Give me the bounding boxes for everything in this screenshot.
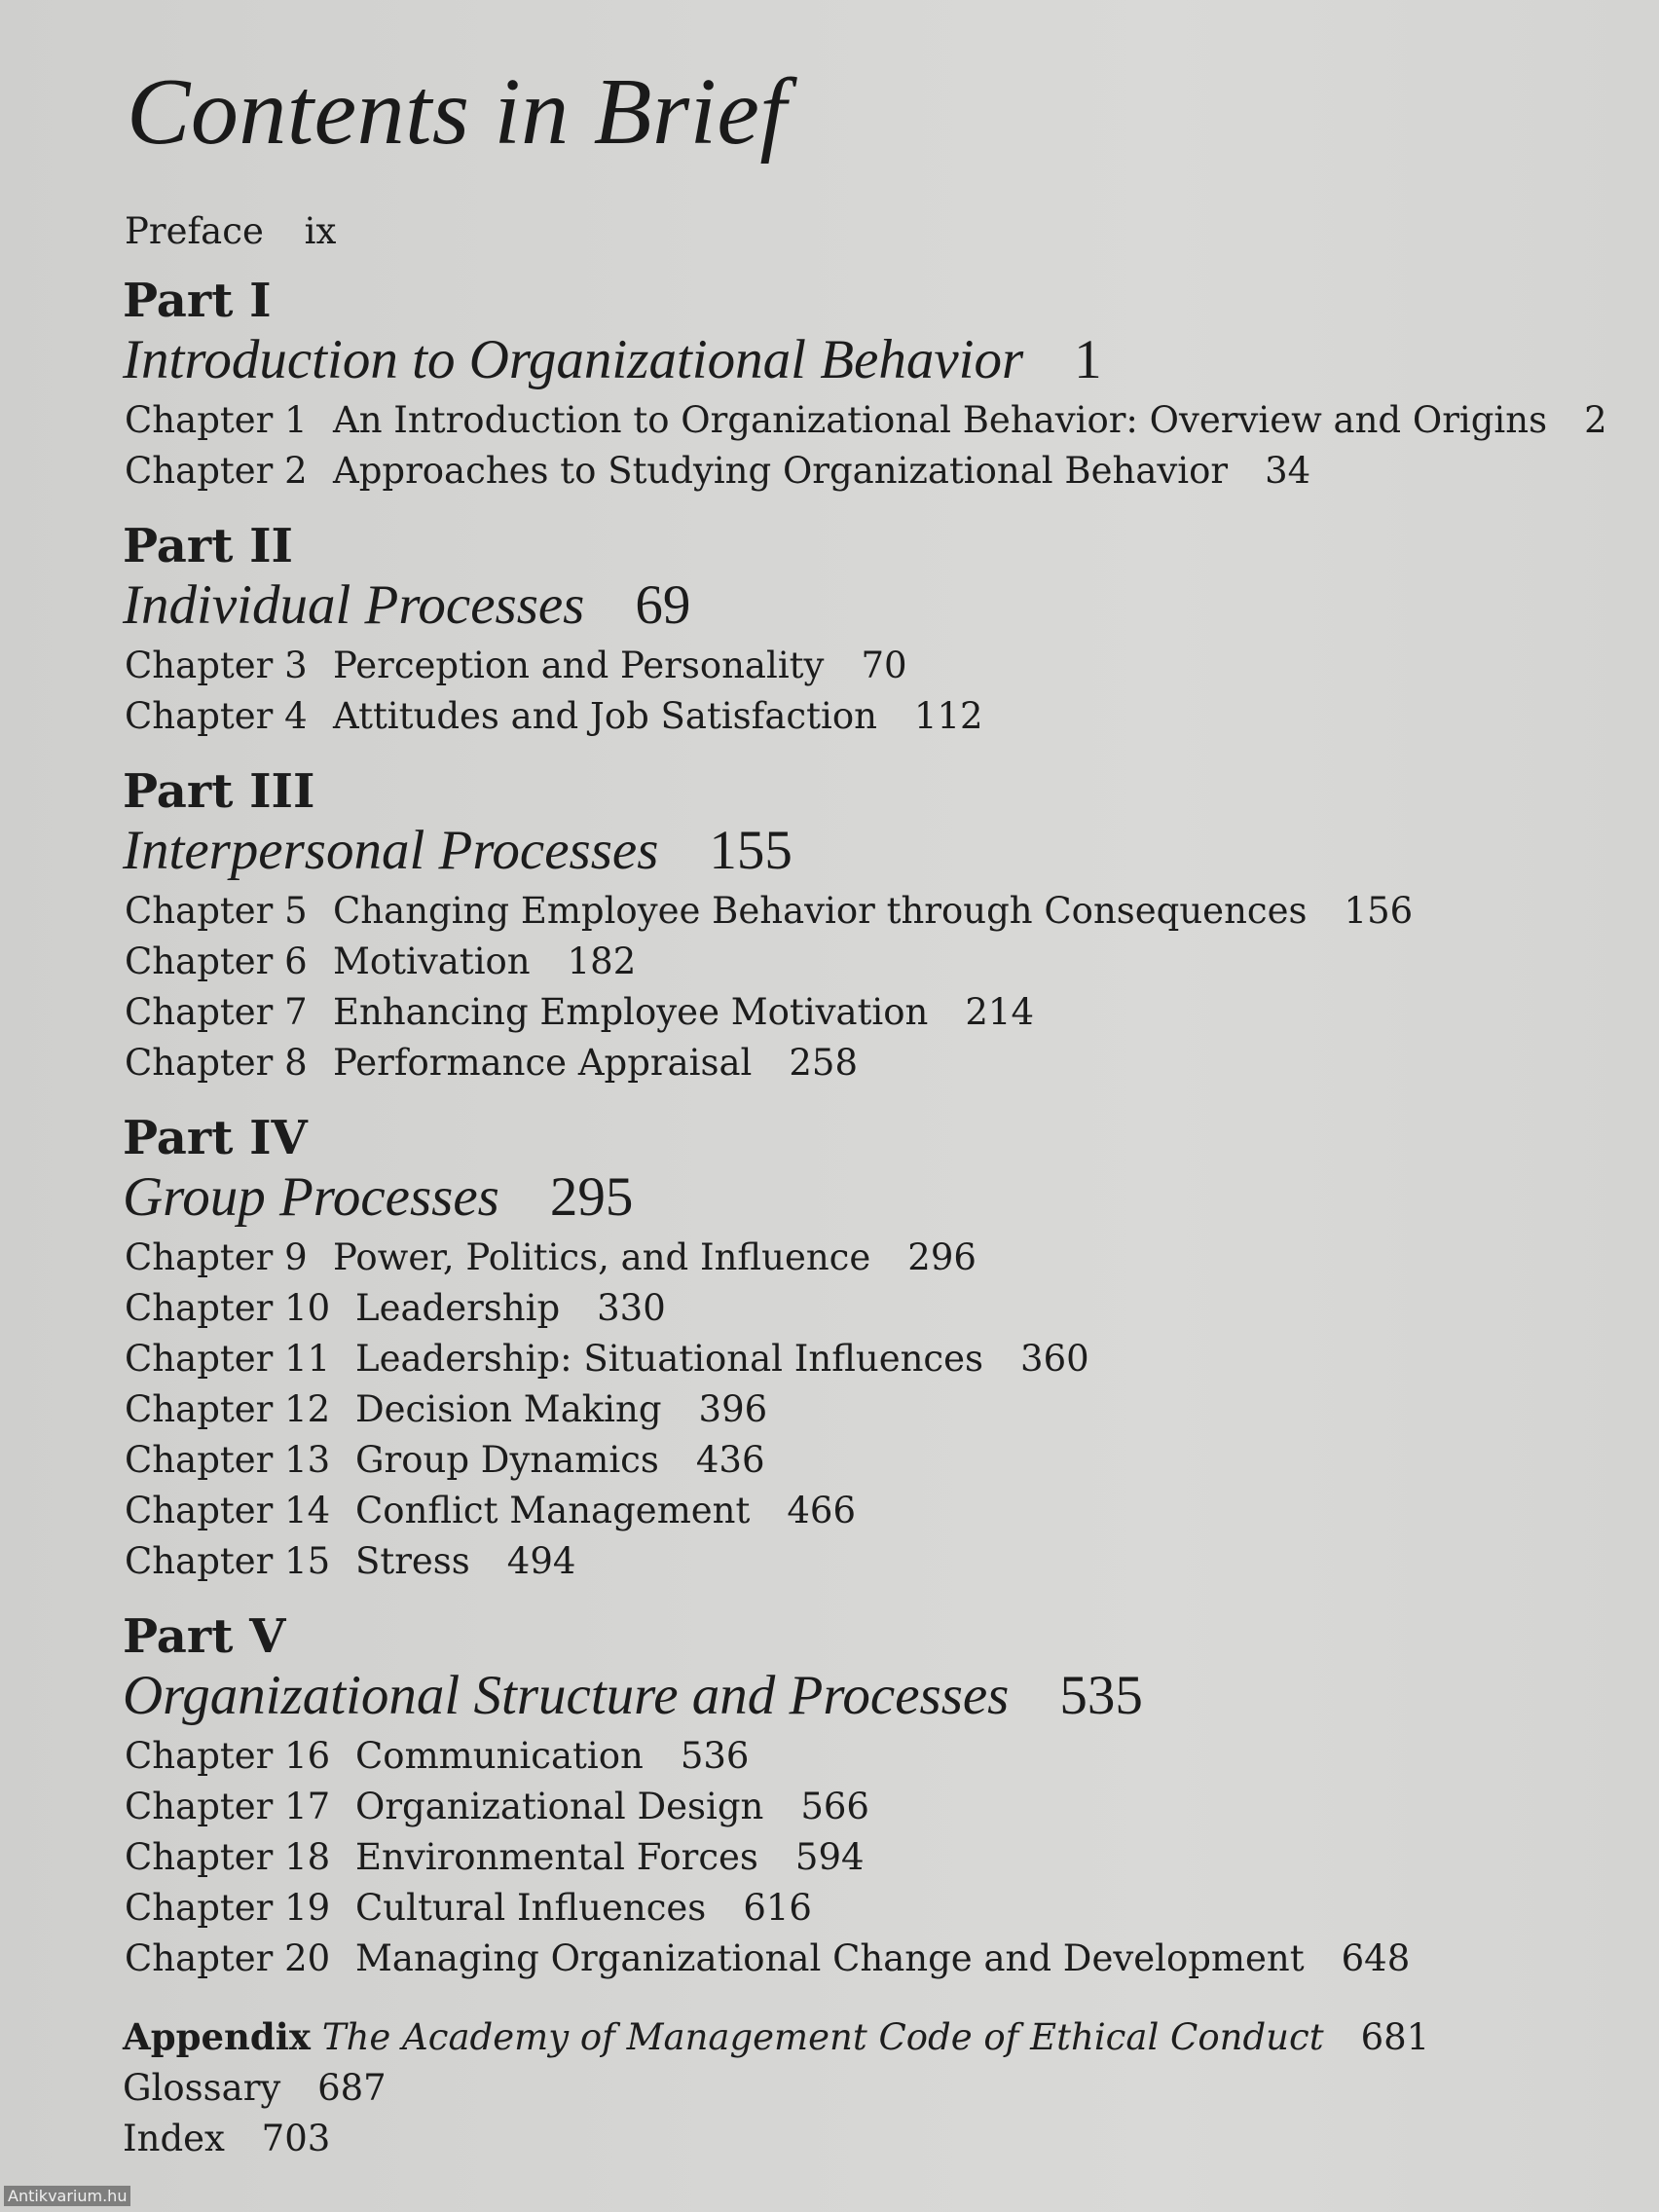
chapter-number: Chapter 14: [125, 1490, 331, 1531]
chapter-entry: [125, 1883, 1564, 1934]
chapter-title: Attitudes and Job Satisfaction: [333, 695, 877, 737]
chapter-number: Chapter 9: [125, 1236, 308, 1278]
preface-page: ix: [304, 210, 337, 252]
glossary-page: 687: [317, 2067, 387, 2109]
chapter-entry: [125, 1435, 1564, 1486]
chapter-title: Motivation: [333, 940, 531, 982]
chapter-number: Chapter 12: [125, 1388, 331, 1430]
part-section: [123, 1608, 1564, 1984]
chapter-number: Chapter 15: [125, 1540, 331, 1582]
part-title: [123, 1166, 1564, 1229]
chapter-entry: [125, 395, 1607, 446]
chapter-entry: [125, 1731, 1564, 1782]
chapter-entry: [125, 1486, 1564, 1536]
chapter-entry: [125, 1536, 1564, 1587]
chapter-entry: [125, 691, 1564, 742]
chapter-title: Changing Employee Behavior through Consequences: [333, 890, 1308, 932]
chapter-page: 296: [907, 1236, 977, 1278]
chapter-title: Performance Appraisal: [333, 1042, 753, 1084]
chapter-number: Chapter 10: [125, 1287, 331, 1329]
part-title-text: Interpersonal Processes: [123, 820, 659, 881]
chapter-number: Chapter 18: [125, 1836, 331, 1878]
chapter-page: 112: [913, 695, 983, 737]
chapter-number: Chapter 17: [125, 1786, 331, 1827]
chapter-title: Environmental Forces: [355, 1836, 758, 1878]
part-title-text: Introduction to Organizational Behavior: [123, 329, 1024, 390]
part-page: 535: [1059, 1665, 1143, 1726]
chapter-page: 182: [567, 940, 637, 982]
chapter-entry: [125, 446, 1564, 497]
chapter-entry: [125, 1934, 1564, 1984]
chapter-title: Communication: [355, 1735, 644, 1777]
chapter-entry: [125, 987, 1564, 1038]
chapter-title: Decision Making: [355, 1388, 662, 1430]
chapter-page: 2: [1584, 399, 1607, 441]
chapter-title: Conflict Management: [355, 1490, 751, 1531]
part-label: Part III: [123, 764, 315, 819]
chapter-title: Organizational Design: [355, 1786, 764, 1827]
chapter-page: 594: [794, 1836, 865, 1878]
chapter-entry: [125, 1283, 1564, 1334]
part-page: 1: [1074, 329, 1102, 390]
chapter-number: Chapter 1: [125, 399, 308, 441]
part-title: [123, 574, 1564, 637]
watermark: Antikvarium.hu: [4, 2186, 130, 2206]
chapter-entry: [125, 641, 1564, 691]
back-matter: [123, 2011, 1564, 2164]
chapter-page: 396: [698, 1388, 768, 1430]
appendix-page: 681: [1360, 2016, 1430, 2058]
part-title-text: Organizational Structure and Processes: [123, 1665, 1010, 1726]
chapter-number: Chapter 11: [125, 1338, 331, 1380]
chapter-title: Cultural Influences: [355, 1887, 707, 1929]
chapter-title: Power, Politics, and Influence: [333, 1236, 871, 1278]
part-title-text: Individual Processes: [123, 574, 585, 636]
part-label: Part V: [123, 1609, 286, 1664]
part-title: [123, 329, 1564, 391]
chapter-entry: [125, 1233, 1564, 1283]
contents-body: [123, 58, 1607, 2164]
part-section: [123, 763, 1564, 1088]
part-section: [123, 273, 1607, 497]
parts-list: [123, 273, 1607, 1984]
chapter-page: 566: [800, 1786, 869, 1827]
chapter-title: Group Dynamics: [355, 1439, 659, 1481]
index-page: 703: [261, 2118, 331, 2159]
chapter-page: 494: [506, 1540, 576, 1582]
chapter-number: Chapter 4: [125, 695, 308, 737]
chapter-page: 466: [787, 1490, 856, 1531]
chapter-number: Chapter 6: [125, 940, 308, 982]
index-label: Index: [123, 2118, 225, 2159]
preface-entry: [125, 206, 1564, 257]
glossary-label: Glossary: [123, 2067, 281, 2109]
index-entry: [123, 2114, 1564, 2164]
appendix-title: The Academy of Management Code of Ethical Conduct: [321, 2016, 1324, 2058]
part-page: 69: [635, 574, 691, 636]
appendix-label: Appendix: [123, 2015, 311, 2058]
chapter-entry: [125, 1334, 1564, 1384]
chapter-page: 648: [1341, 1937, 1411, 1979]
chapter-number: Chapter 3: [125, 645, 308, 686]
appendix-entry: [123, 2011, 1564, 2063]
chapter-page: 360: [1020, 1338, 1089, 1380]
chapter-number: Chapter 8: [125, 1042, 308, 1084]
chapter-page: 536: [680, 1735, 750, 1777]
chapter-page: 34: [1265, 450, 1311, 492]
chapter-entry: [125, 937, 1564, 987]
chapter-title: An Introduction to Organizational Behavior: Overview and Origins: [333, 399, 1548, 441]
chapter-page: 330: [597, 1287, 666, 1329]
part-section: [123, 518, 1564, 742]
glossary-entry: [123, 2063, 1564, 2114]
chapter-number: Chapter 20: [125, 1937, 331, 1979]
chapter-entry: [125, 1384, 1564, 1435]
chapter-page: 214: [965, 991, 1034, 1033]
page-title: Contents in Brief: [127, 59, 788, 165]
part-label: Part I: [123, 274, 272, 328]
chapter-number: Chapter 7: [125, 991, 308, 1033]
part-page: 295: [549, 1166, 634, 1228]
part-page: 155: [709, 820, 793, 881]
part-label: Part II: [123, 519, 293, 573]
chapter-page: 436: [695, 1439, 765, 1481]
chapter-number: Chapter 16: [125, 1735, 331, 1777]
part-title: [123, 820, 1564, 882]
chapter-entry: [125, 1832, 1564, 1883]
chapter-number: Chapter 19: [125, 1887, 331, 1929]
chapter-title: Stress: [355, 1540, 470, 1582]
chapter-title: Leadership: Situational Influences: [355, 1338, 984, 1380]
chapter-number: Chapter 5: [125, 890, 308, 932]
part-title: [123, 1665, 1564, 1727]
chapter-number: Chapter 2: [125, 450, 308, 492]
chapter-number: Chapter 13: [125, 1439, 331, 1481]
chapter-page: 616: [743, 1887, 812, 1929]
chapter-page: 258: [789, 1042, 859, 1084]
preface-label: Preface: [125, 210, 264, 252]
chapter-title: Managing Organizational Change and Development: [355, 1937, 1305, 1979]
chapter-title: Enhancing Employee Motivation: [333, 991, 929, 1033]
chapter-title: Approaches to Studying Organizational Behavior: [333, 450, 1229, 492]
chapter-title: Leadership: [355, 1287, 561, 1329]
chapter-entry: [125, 886, 1564, 937]
chapter-entry: [125, 1782, 1564, 1832]
chapter-entry: [125, 1038, 1564, 1088]
chapter-page: 156: [1344, 890, 1414, 932]
part-section: [123, 1110, 1564, 1587]
part-label: Part IV: [123, 1111, 308, 1165]
chapter-page: 70: [861, 645, 907, 686]
part-title-text: Group Processes: [123, 1166, 499, 1228]
chapter-title: Perception and Personality: [333, 645, 825, 686]
